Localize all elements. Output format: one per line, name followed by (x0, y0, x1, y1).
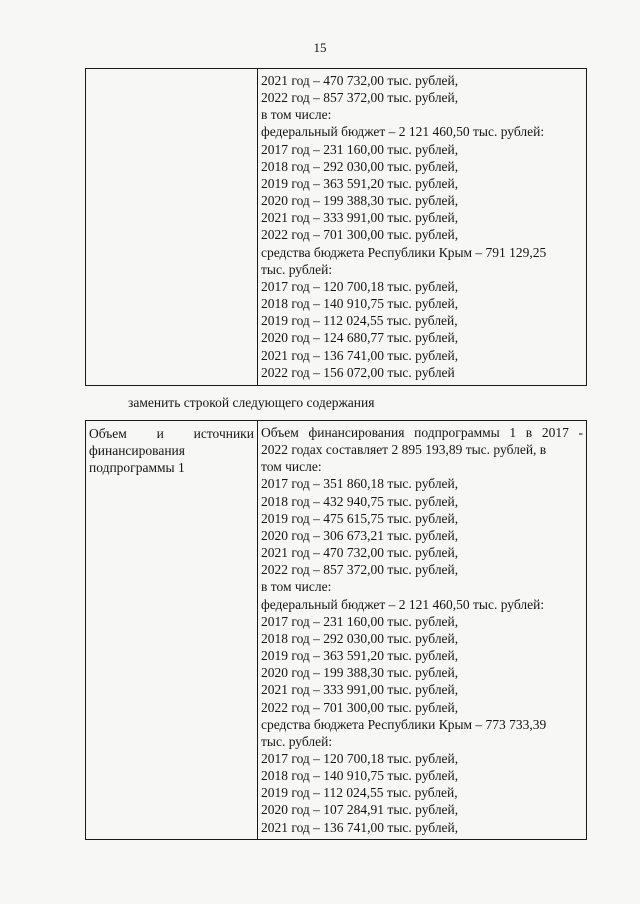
table2-line: 2019 год – 475 615,75 тыс. рублей, (261, 510, 459, 526)
funding-table-new (85, 420, 587, 840)
intro-line (261, 424, 583, 441)
table2-label-cell (86, 421, 258, 839)
label-line (89, 425, 254, 442)
table1-line: федеральный бюджет – 2 121 460,50 тыс. рублей: (261, 124, 545, 140)
intro-word: - (578, 425, 583, 440)
table1-line: 2022 год – 857 372,00 тыс. рублей, (261, 90, 459, 106)
table1-line: 2018 год – 140 910,75 тыс. рублей, (261, 296, 459, 312)
intro-word: Объем (261, 425, 299, 440)
intro-word: 2017 (541, 425, 569, 440)
table2-line: 2018 год – 292 030,00 тыс. рублей, (261, 630, 459, 646)
table2-line: 2018 год – 432 940,75 тыс. рублей, (261, 493, 459, 509)
table2-line: 2018 год – 140 910,75 тыс. рублей, (261, 768, 459, 784)
table2-line: 2021 год – 333 991,00 тыс. рублей, (261, 682, 459, 698)
table1-line: 2021 год – 333 991,00 тыс. рублей, (261, 210, 459, 226)
table2-line: 2017 год – 231 160,00 тыс. рублей, (261, 613, 459, 629)
table1-line: 2017 год – 120 700,18 тыс. рублей, (261, 278, 459, 294)
label-word: Объем (89, 426, 127, 441)
intro-word: 1 (509, 425, 517, 440)
table2-line: 2020 год – 306 673,21 тыс. рублей, (261, 527, 459, 543)
table1-line: 2020 год – 124 680,77 тыс. рублей, (261, 330, 459, 346)
label-line: финансирования (89, 443, 185, 458)
intro-line: том числе: (261, 459, 322, 475)
table2-line: 2019 год – 363 591,20 тыс. рублей, (261, 648, 459, 664)
intro-word: финансирования (308, 425, 405, 440)
intro-line: 2022 годах составляет 2 895 193,89 тыс. рублей, в (261, 442, 547, 458)
table2-line: тыс. рублей: (261, 733, 333, 749)
table2-line: 2017 год – 351 860,18 тыс. рублей, (261, 476, 459, 492)
label-line: подпрограммы 1 (89, 460, 185, 475)
page-number: 15 (313, 40, 327, 55)
intro-word: в (525, 425, 533, 440)
table2-line: федеральный бюджет – 2 121 460,50 тыс. рублей: (261, 596, 545, 612)
table1-line: средства бюджета Республики Крым – 791 129,25 (261, 244, 547, 260)
table1-line: тыс. рублей: (261, 261, 333, 277)
table1-line: 2022 год – 701 300,00 тыс. рублей, (261, 227, 459, 243)
table1-value-cell (258, 69, 586, 385)
table1-line: 2022 год – 156 072,00 тыс. рублей (261, 364, 455, 380)
table2-line: 2022 год – 857 372,00 тыс. рублей, (261, 562, 459, 578)
table2-line: 2021 год – 470 732,00 тыс. рублей, (261, 545, 459, 561)
table1-line: 2017 год – 231 160,00 тыс. рублей, (261, 141, 459, 157)
replacement-instruction: заменить строкой следующего содержания (128, 395, 375, 410)
label-word: и (156, 426, 164, 441)
label-word: источники (193, 426, 254, 441)
table2-line: в том числе: (261, 579, 332, 595)
table1-line: 2021 год – 136 741,00 тыс. рублей, (261, 347, 459, 363)
table1-label-cell (86, 69, 258, 385)
table1-line: 2019 год – 363 591,20 тыс. рублей, (261, 175, 459, 191)
table1-line: 2018 год – 292 030,00 тыс. рублей, (261, 158, 459, 174)
funding-table-old (85, 68, 587, 386)
table2-value-cell (258, 421, 586, 839)
intro-word: подпрограммы (414, 425, 500, 440)
table1-line: 2019 год – 112 024,55 тыс. рублей, (261, 313, 458, 329)
table2-line: 2022 год – 701 300,00 тыс. рублей, (261, 699, 459, 715)
table2-line: 2020 год – 107 284,91 тыс. рублей, (261, 802, 459, 818)
table1-line: в том числе: (261, 107, 332, 123)
table1-line: 2020 год – 199 388,30 тыс. рублей, (261, 193, 459, 209)
table2-line: 2017 год – 120 700,18 тыс. рублей, (261, 750, 459, 766)
table2-line: 2021 год – 136 741,00 тыс. рублей, (261, 819, 459, 835)
table2-line: 2020 год – 199 388,30 тыс. рублей, (261, 665, 459, 681)
table2-line: 2019 год – 112 024,55 тыс. рублей, (261, 785, 458, 801)
table2-line: средства бюджета Республики Крым – 773 733,39 (261, 716, 547, 732)
table1-line: 2021 год – 470 732,00 тыс. рублей, (261, 73, 459, 88)
